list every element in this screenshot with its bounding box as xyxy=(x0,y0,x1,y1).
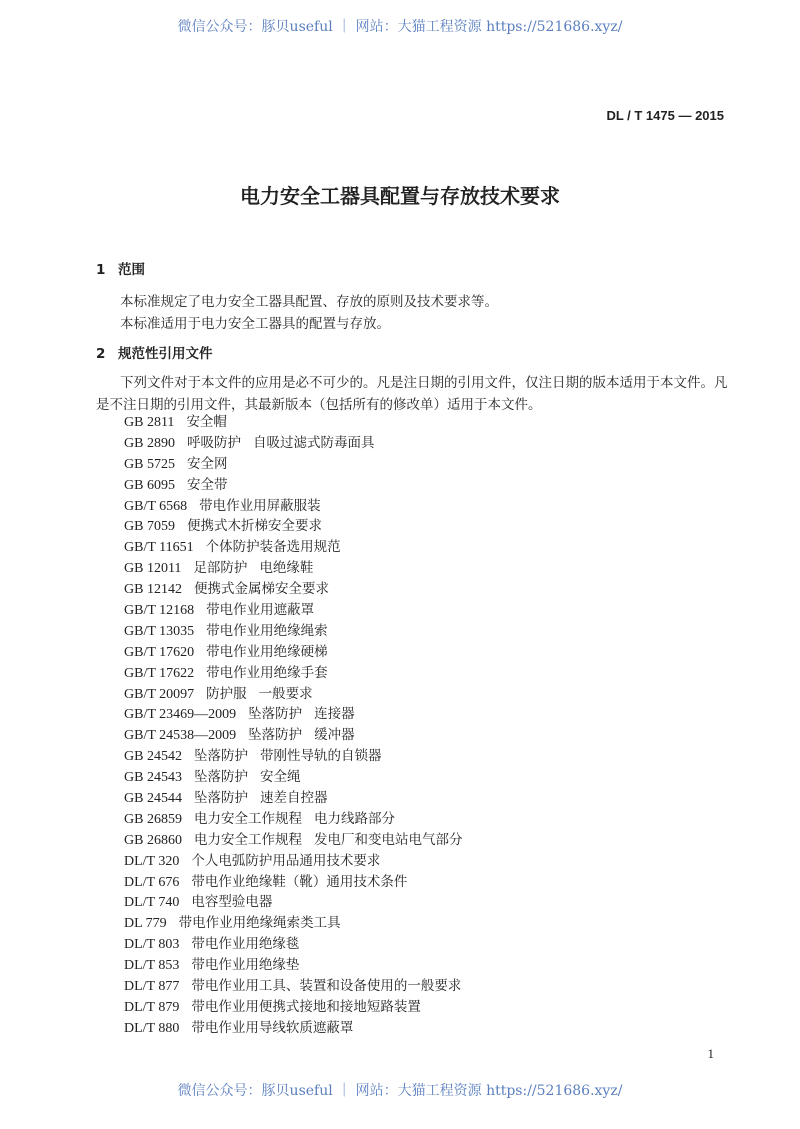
reference-item xyxy=(124,454,462,475)
reference-code: GB/T 12168 xyxy=(124,603,195,619)
reference-title: 便携式金属梯安全要求 xyxy=(193,581,329,598)
reference-title: 带电作业用绝缘垫 xyxy=(191,957,300,974)
reference-code: DL/T 879 xyxy=(124,999,180,1015)
reference-title: 防护服 xyxy=(206,685,247,702)
reference-title: 带电作业用工具、装置和设备使用的一般要求 xyxy=(191,978,462,995)
reference-code: GB/T 11651 xyxy=(124,540,194,556)
reference-title: 带电作业绝缘鞋（靴）通用技术条件 xyxy=(191,873,408,890)
reference-code: GB 7059 xyxy=(124,519,175,535)
reference-item xyxy=(124,663,462,684)
section-number: 1 xyxy=(96,262,106,278)
reference-item xyxy=(124,872,462,893)
reference-code: GB/T 6568 xyxy=(124,498,188,514)
reference-title: 坠落防护 xyxy=(193,769,248,786)
reference-title: 安全帽 xyxy=(186,414,227,430)
reference-title: 坠落防护 xyxy=(193,790,248,807)
reference-item xyxy=(124,892,462,913)
reference-title: 电力安全工作规程 xyxy=(193,810,302,827)
reference-item xyxy=(124,516,462,537)
reference-item xyxy=(124,600,462,621)
reference-title: 坠落防护 xyxy=(248,727,303,744)
reference-title: 带电作业用绝缘手套 xyxy=(206,664,328,681)
watermark-bottom: 微信公众号：豚贝useful ｜ 网站：大猫工程资源 https://521686.xyz/ xyxy=(177,1083,623,1099)
reference-code: GB/T 17620 xyxy=(124,644,195,660)
reference-code: GB 26860 xyxy=(124,832,182,848)
reference-item xyxy=(124,976,462,997)
references-intro: 下列文件对于本文件的应用是必不可少的。凡是注日期的引用文件，仅注日期的版本适用于本文件。凡是不注日期的引用文件，其最新版本（包括所有的修改单）适用于本文件。 xyxy=(96,375,728,413)
reference-code: GB 6095 xyxy=(124,477,175,493)
reference-code: GB 5725 xyxy=(124,456,175,472)
reference-item xyxy=(124,579,462,600)
reference-title: 电容型验电器 xyxy=(191,894,273,911)
reference-item xyxy=(124,997,462,1018)
reference-subtitle: 发电厂和变电站电气部分 xyxy=(313,831,463,848)
reference-code: GB/T 20097 xyxy=(124,686,195,702)
reference-item xyxy=(124,830,462,851)
reference-item xyxy=(124,913,462,934)
reference-subtitle: 缓冲器 xyxy=(314,727,355,744)
reference-title: 带电作业用导线软质遮蔽罩 xyxy=(191,1019,354,1036)
reference-title: 带电作业用便携式接地和接地短路装置 xyxy=(191,998,421,1015)
reference-code: DL/T 853 xyxy=(124,958,180,974)
reference-subtitle: 自吸过滤式防毒面具 xyxy=(252,434,375,451)
reference-item xyxy=(124,621,462,642)
reference-item xyxy=(124,851,462,872)
document-number: DL / T 1475 — 2015 xyxy=(606,108,724,123)
reference-code: GB 24544 xyxy=(124,791,182,807)
reference-title: 个人电弧防护用品通用技术要求 xyxy=(191,852,381,869)
reference-code: GB 24543 xyxy=(124,770,182,786)
reference-title: 带电作业用遮蔽罩 xyxy=(206,602,315,619)
reference-code: GB/T 17622 xyxy=(124,665,195,681)
reference-subtitle: 电力线路部分 xyxy=(313,810,395,827)
reference-item xyxy=(124,809,462,830)
reference-subtitle: 连接器 xyxy=(314,706,355,723)
reference-code: GB 2890 xyxy=(124,435,175,451)
reference-subtitle: 一般要求 xyxy=(258,685,313,702)
reference-code: GB 26859 xyxy=(124,811,182,827)
reference-item xyxy=(124,537,462,558)
reference-list xyxy=(124,412,462,1039)
reference-item xyxy=(124,704,462,725)
reference-code: DL/T 740 xyxy=(124,895,180,911)
reference-code: GB/T 13035 xyxy=(124,623,195,639)
reference-item xyxy=(124,433,462,454)
reference-title: 坠落防护 xyxy=(193,748,248,765)
reference-code: GB 12011 xyxy=(124,561,182,577)
reference-item xyxy=(124,934,462,955)
section-number: 2 xyxy=(96,346,106,362)
reference-title: 足部防护 xyxy=(193,560,248,577)
section-title: 规范性引用文件 xyxy=(118,346,213,362)
section-heading-scope xyxy=(96,258,145,278)
paragraph: 本标准适用于电力安全工器具的配置与存放。 xyxy=(120,316,390,332)
reference-item xyxy=(124,725,462,746)
reference-title: 便携式木折梯安全要求 xyxy=(186,518,322,535)
reference-code: DL/T 877 xyxy=(124,979,180,995)
reference-subtitle: 安全绳 xyxy=(259,769,301,786)
reference-item xyxy=(124,1018,462,1039)
reference-item xyxy=(124,412,462,433)
reference-item xyxy=(124,496,462,517)
reference-code: GB 12142 xyxy=(124,582,182,598)
reference-subtitle: 电绝缘鞋 xyxy=(259,560,314,577)
page-number: 1 xyxy=(707,1046,714,1061)
reference-item xyxy=(124,767,462,788)
reference-item xyxy=(124,475,462,496)
reference-title: 呼吸防护 xyxy=(186,434,241,451)
document-title: 电力安全工器具配置与存放技术要求 xyxy=(240,184,560,208)
reference-title: 电力安全工作规程 xyxy=(193,831,302,848)
reference-code: DL/T 803 xyxy=(124,937,180,953)
reference-code: GB 24542 xyxy=(124,749,182,765)
reference-subtitle: 带刚性导轨的自锁器 xyxy=(259,748,382,765)
reference-title: 带电作业用绝缘毯 xyxy=(191,936,300,953)
section-title: 范围 xyxy=(118,262,145,278)
reference-title: 带电作业用绝缘硬梯 xyxy=(206,643,328,660)
reference-item xyxy=(124,955,462,976)
reference-item xyxy=(124,558,462,579)
watermark-top: 微信公众号：豚贝useful ｜ 网站：大猫工程资源 https://521686.xyz/ xyxy=(177,19,623,35)
reference-code: GB 2811 xyxy=(124,415,175,430)
reference-code: DL/T 320 xyxy=(124,853,180,869)
reference-item xyxy=(124,684,462,705)
reference-title: 带电作业用绝缘绳索类工具 xyxy=(178,915,341,932)
reference-code: DL/T 676 xyxy=(124,874,180,890)
reference-code: GB/T 24538—2009 xyxy=(124,728,237,744)
section-heading-references xyxy=(96,342,213,362)
reference-title: 安全带 xyxy=(186,476,228,493)
reference-title: 安全网 xyxy=(186,455,228,472)
reference-item xyxy=(124,788,462,809)
reference-title: 个体防护装备选用规范 xyxy=(205,539,341,556)
reference-subtitle: 速差自控器 xyxy=(259,790,328,807)
reference-code: DL/T 880 xyxy=(124,1020,180,1036)
reference-title: 带电作业用绝缘绳索 xyxy=(206,622,328,639)
reference-code: DL 779 xyxy=(124,916,167,932)
reference-title: 坠落防护 xyxy=(248,706,303,723)
reference-item xyxy=(124,642,462,663)
paragraph: 本标准规定了电力安全工器具配置、存放的原则及技术要求等。 xyxy=(120,294,498,310)
reference-code: GB/T 23469—2009 xyxy=(124,707,237,723)
reference-item xyxy=(124,746,462,767)
reference-title: 带电作业用屏蔽服装 xyxy=(199,497,321,514)
